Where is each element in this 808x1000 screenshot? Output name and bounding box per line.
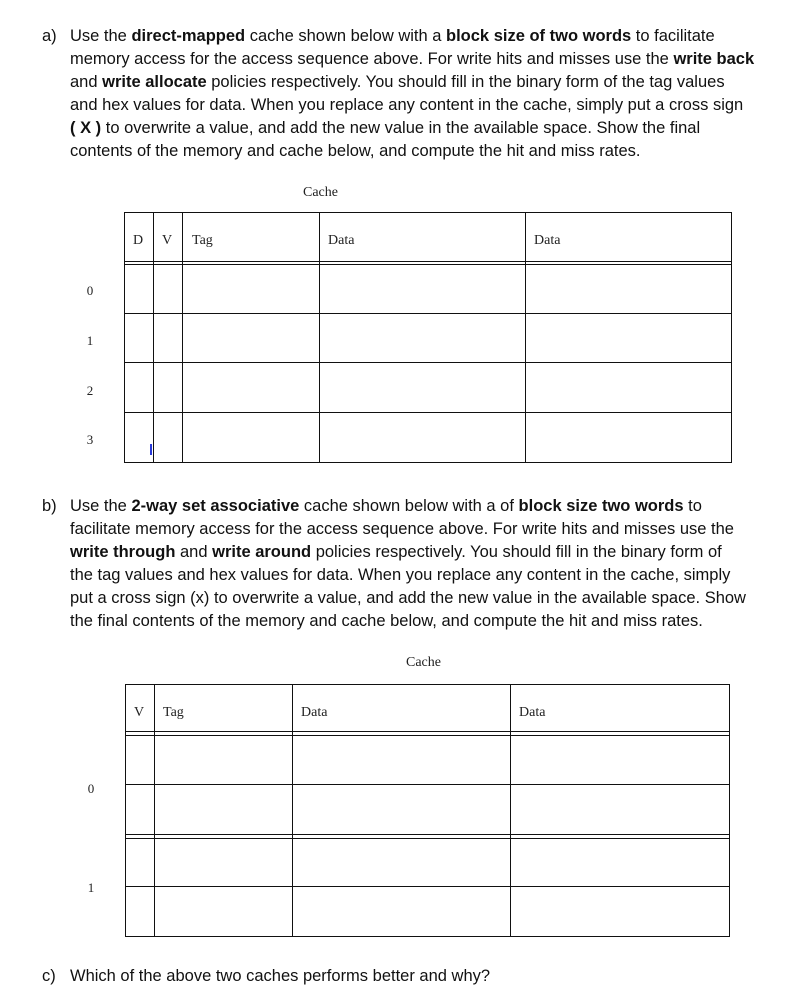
question-c bbox=[42, 965, 782, 991]
text-run: cache shown below with a bbox=[245, 27, 447, 45]
text-line bbox=[70, 610, 746, 633]
text-run: to bbox=[683, 497, 702, 515]
cache-b-title: Cache bbox=[406, 655, 441, 670]
text-run: block size two words bbox=[518, 497, 684, 515]
text-run: 2-way set associative bbox=[131, 497, 300, 515]
text-run: write allocate bbox=[102, 73, 207, 91]
row-index: 3 bbox=[86, 432, 94, 447]
pen-mark bbox=[150, 444, 152, 455]
text-run: direct-mapped bbox=[131, 27, 246, 45]
question-a bbox=[42, 25, 782, 165]
row-index: 1 bbox=[86, 333, 94, 348]
text-run: to overwrite a value, and add the new value in the available space. Show the final bbox=[101, 119, 701, 137]
text-run: contents of the memory and cache below, and compute the hit and miss rates. bbox=[70, 142, 641, 160]
text-run: and hex values for data. When you replace any content in the cache, simply put a cross sign bbox=[70, 96, 744, 114]
text-line bbox=[70, 587, 746, 610]
text-run: and bbox=[175, 543, 213, 561]
text-run: and bbox=[70, 73, 103, 91]
text-run: Use the bbox=[70, 27, 132, 45]
question-a-label: a) bbox=[42, 27, 57, 45]
text-line bbox=[70, 48, 754, 71]
header-data-2: Data bbox=[519, 705, 546, 720]
text-line bbox=[70, 518, 746, 541]
header-v: V bbox=[162, 233, 173, 248]
text-run: cache shown below with a of bbox=[299, 497, 519, 515]
question-b-text bbox=[70, 495, 746, 633]
set-index: 0 bbox=[87, 781, 95, 796]
question-c-label: c) bbox=[42, 967, 56, 985]
text-run: ( X ) bbox=[70, 119, 102, 137]
text-run: Use the bbox=[70, 497, 132, 515]
text-line bbox=[70, 117, 754, 140]
question-c-text: Which of the above two caches performs better and why? bbox=[70, 967, 491, 985]
question-b bbox=[42, 495, 782, 635]
header-tag: Tag bbox=[192, 233, 213, 248]
text-run: write around bbox=[212, 543, 312, 561]
text-line bbox=[70, 541, 746, 564]
text-run: facilitate memory access for the access sequence above. For write hits and misses use the bbox=[70, 520, 734, 538]
text-run: memory access for the access sequence above. For write hits and misses use the bbox=[70, 50, 674, 68]
text-line bbox=[70, 140, 754, 163]
row-index: 0 bbox=[86, 283, 94, 298]
header-d: D bbox=[133, 233, 144, 248]
text-line bbox=[70, 495, 746, 518]
row-index: 2 bbox=[86, 383, 94, 398]
text-line bbox=[70, 25, 754, 48]
text-line bbox=[70, 94, 754, 117]
text-run: policies respectively. You should fill in the binary form of bbox=[311, 543, 722, 561]
text-run: put a cross sign (x) to overwrite a value, and add the new value in the available space. Show bbox=[70, 589, 746, 607]
text-run: policies respectively. You should fill in the binary form of the tag values bbox=[206, 73, 725, 91]
header-data-1: Data bbox=[301, 705, 328, 720]
text-run: the final contents of the memory and cache below, and compute the hit and miss rates. bbox=[70, 612, 703, 630]
text-run: write back bbox=[673, 50, 755, 68]
text-line bbox=[70, 71, 754, 94]
question-a-text bbox=[70, 25, 754, 163]
header-v: V bbox=[134, 705, 145, 720]
cache-a-title: Cache bbox=[303, 185, 338, 200]
text-run: to facilitate bbox=[631, 27, 715, 45]
text-line bbox=[70, 564, 746, 587]
header-data-2: Data bbox=[534, 233, 561, 248]
set-index: 1 bbox=[87, 880, 95, 895]
text-run: write through bbox=[70, 543, 176, 561]
header-tag: Tag bbox=[163, 705, 184, 720]
text-run: the tag values and hex values for data. When you replace any content in the cache, simply bbox=[70, 566, 731, 584]
header-data-1: Data bbox=[328, 233, 355, 248]
text-run: block size of two words bbox=[446, 27, 632, 45]
question-b-label: b) bbox=[42, 497, 57, 515]
